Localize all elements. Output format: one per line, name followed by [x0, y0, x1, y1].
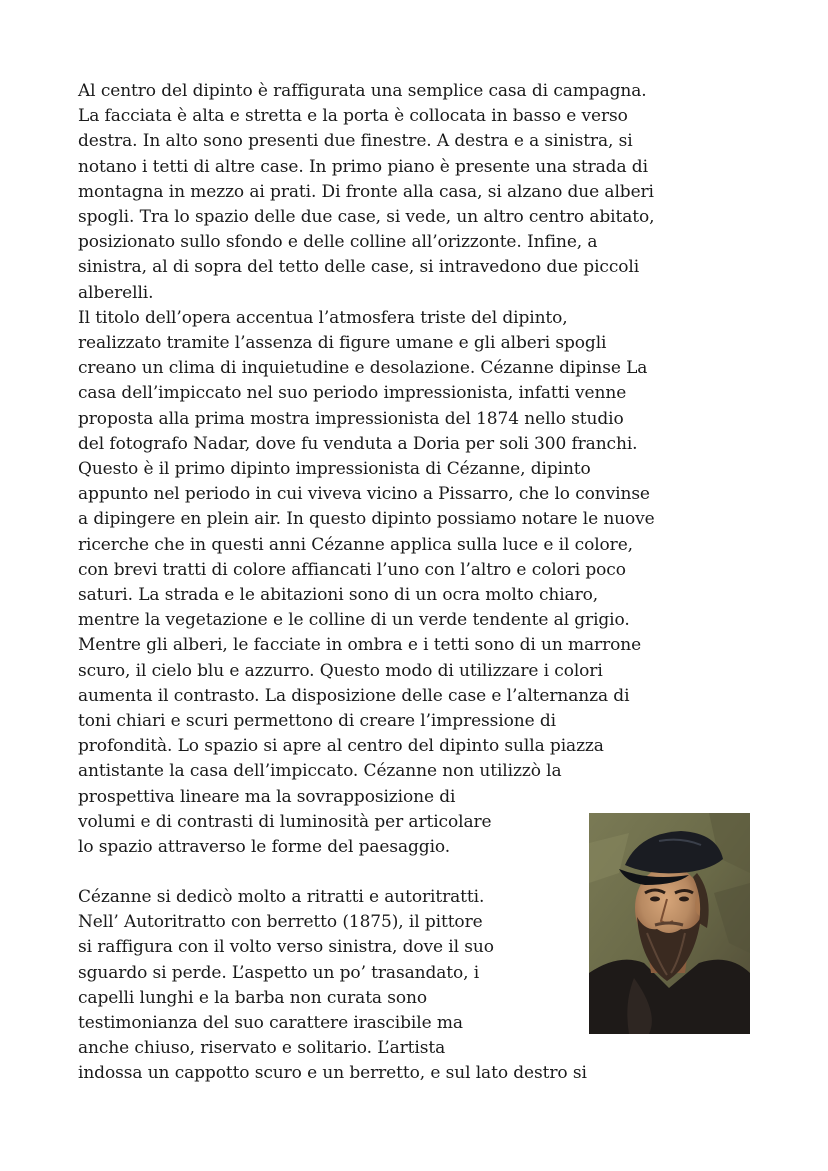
text-line: creano un clima di inquietudine e desolazione. Cézanne dipinse La: [78, 358, 648, 379]
text-line: Il titolo dell’opera accentua l’atmosfera triste del dipinto,: [78, 307, 568, 328]
text-line: Cézanne si dedicò molto a ritratti e autoritratti.: [78, 887, 485, 907]
text-line: alberelli.: [78, 282, 154, 303]
text-line: volumi e di contrasti di luminosità per articolare: [78, 811, 492, 832]
text-line: Questo è il primo dipinto impressionista di Cézanne, dipinto: [78, 459, 591, 480]
text-line: scuro, il cielo blu e azzurro. Questo modo di utilizzare i colori: [78, 660, 603, 681]
text-line: sguardo si perde. L’aspetto un po’ trasandato, i: [78, 962, 480, 983]
text-line: notano i tetti di altre case. In primo piano è presente una strada di: [78, 156, 648, 177]
text-line: destra. In alto sono presenti due finestre. A destra e a sinistra, si: [78, 131, 633, 152]
text-line: profondità. Lo spazio si apre al centro del dipinto sulla piazza: [78, 736, 604, 757]
main-paragraph: [78, 79, 655, 860]
ritratti-paragraph: [78, 885, 587, 1087]
text-line: mentre la vegetazione e le colline di un verde tendente al grigio.: [78, 610, 630, 631]
text-line: si raffigura con il volto verso sinistra, dove il suo: [78, 937, 494, 958]
text-line: prospettiva lineare ma la sovrapposizione di: [78, 786, 456, 807]
text-line: La facciata è alta e stretta e la porta è collocata in basso e verso: [78, 106, 628, 127]
text-line: toni chiari e scuri permettono di creare l’impressione di: [78, 711, 557, 732]
text-line: con brevi tratti di colore affiancati l’uno con l’altro e colori poco: [78, 559, 626, 580]
text-line: sinistra, al di sopra del tetto delle case, si intravedono due piccoli: [78, 257, 640, 278]
text-line: antistante la casa dell’impiccato. Cézanne non utilizzò la: [78, 761, 562, 782]
text-line: testimonianza del suo carattere irascibile ma: [78, 1013, 463, 1034]
text-line: proposta alla prima mostra impressionista del 1874 nello studio: [78, 408, 624, 429]
text-line: montagna in mezzo ai prati. Di fronte alla casa, si alzano due alberi: [78, 181, 654, 202]
painting-portrait-icon: [589, 813, 750, 1034]
text-line: saturi. La strada e le abitazioni sono di un ocra molto chiaro,: [78, 585, 599, 606]
text-line: ricerche che in questi anni Cézanne applica sulla luce e il colore,: [78, 534, 633, 555]
text-line: del fotografo Nadar, dove fu venduta a Doria per soli 300 franchi.: [78, 433, 638, 454]
text-line: spogli. Tra lo spazio delle due case, si vede, un altro centro abitato,: [78, 207, 655, 228]
text-line: aumenta il contrasto. La disposizione delle case e l’alternanza di: [78, 685, 630, 706]
text-line: capelli lunghi e la barba non curata sono: [78, 987, 428, 1008]
text-line: lo spazio attraverso le forme del paesaggio.: [78, 837, 451, 858]
text-line: Mentre gli alberi, le facciate in ombra e i tetti sono di un marrone: [78, 635, 642, 656]
text-line: indossa un cappotto scuro e un berretto, e sul lato destro si: [78, 1063, 587, 1084]
self-portrait-image: [589, 813, 750, 1034]
text-line: Nell’ Autoritratto con berretto (1875), il pittore: [78, 912, 483, 933]
text-line: anche chiuso, riservato e solitario. L’artista: [78, 1038, 446, 1059]
text-line: appunto nel periodo in cui viveva vicino a Pissarro, che lo convinse: [78, 484, 650, 505]
text-line: casa dell’impiccato nel suo periodo impressionista, infatti venne: [78, 383, 627, 404]
text-line: a dipingere en plein air. In questo dipinto possiamo notare le nuove: [78, 509, 655, 530]
text-line: Al centro del dipinto è raffigurata una semplice casa di campagna.: [78, 81, 647, 101]
text-line: posizionato sullo sfondo e delle colline all’orizzonte. Infine, a: [78, 232, 598, 253]
text-line: realizzato tramite l’assenza di figure umane e gli alberi spogli: [78, 333, 607, 354]
